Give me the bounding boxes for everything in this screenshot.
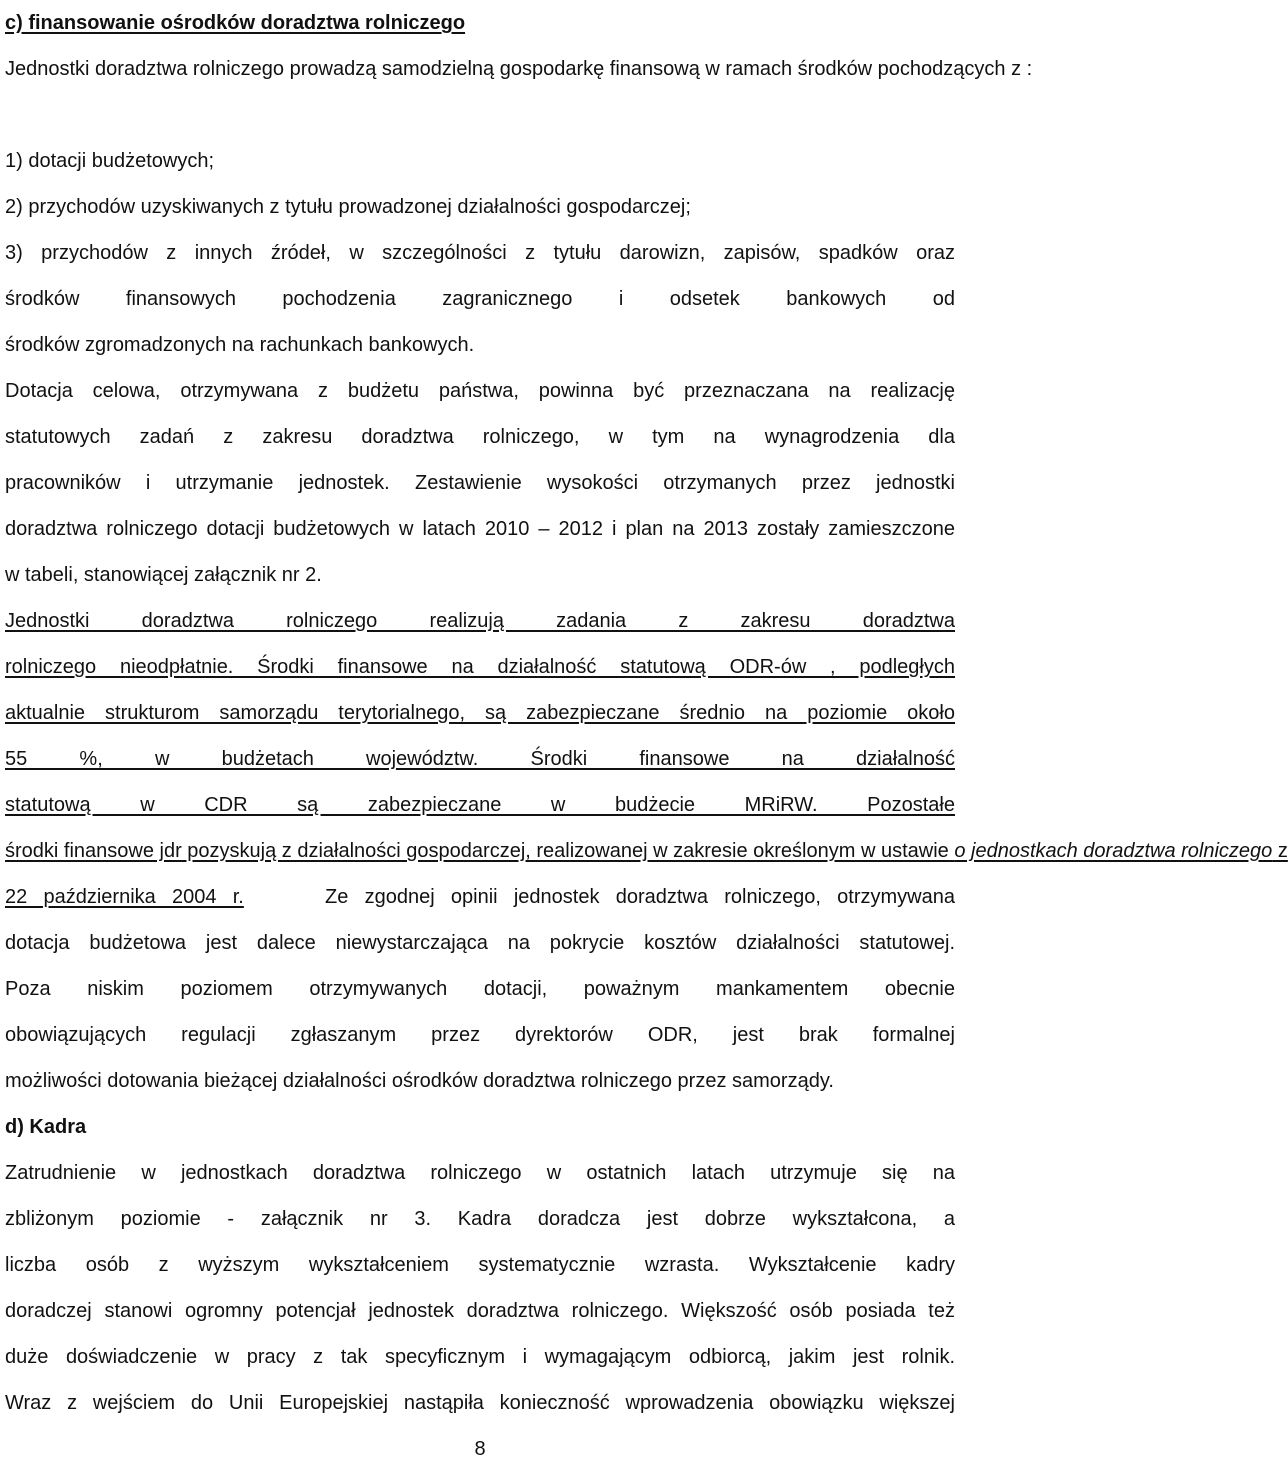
subsidy-line-1 [5,368,955,414]
staff-text: Zatrudnienie w jednostkach doradztwa rolniczego w ostatnich latach utrzymuje się na [5,1162,955,1184]
subsidy-line-2 [5,414,955,460]
list-item-2 [5,184,955,230]
free-text-tail: środki finansowe jdr pozyskują z działalności gospodarczej, realizowanej w zakresie określonym w ustawie [5,840,955,862]
list-item-text: 2) przychodów uzyskiwanych z tytułu prowadzonej działalności gospodarczej; [5,196,691,218]
intro-line-2 [5,92,955,138]
subsidy-text: doradztwa rolniczego dotacji budżetowych w latach 2010 – 2012 i plan na 2013 zostały zamieszczone [5,518,955,540]
staff-line-5 [5,1334,955,1380]
subsidy-line-4 [5,506,955,552]
list-item-3-line-2 [5,276,955,322]
opinion-text: Poza niskim poziomem otrzymywanych dotacji, poważnym mankamentem obecnie [5,978,955,1000]
free-line-3 [5,690,955,736]
free-text: 55 %, w budżetach województw. Środki finansowe na działalność [5,748,955,770]
act-title: o jednostkach doradztwa rolniczego [954,840,1273,862]
page-number: 8 [474,1438,486,1460]
free-line-4 [5,736,955,782]
staff-text: doradczej stanowi ogromny potencjał jednostek doradztwa rolniczego. Większość osób posiada też [5,1300,955,1322]
opinion-line-4 [5,1012,955,1058]
opinion-line-5 [5,1058,955,1104]
intro-text-1: Jednostki doradztwa rolniczego prowadzą samodzielną gospodarkę finansową w ramach środków pochodzących z : [5,58,1033,80]
staff-text: liczba osób z wyższym wykształceniem systematycznie wzrasta. Wykształcenie kadry [5,1254,955,1276]
free-line-2 [5,644,955,690]
opinion-text: dotacja budżetowa jest dalece niewystarczająca na pokrycie kosztów działalności statutowej. [5,932,955,954]
subsidy-line-5 [5,552,955,598]
list-item-text: 3) przychodów z innych źródeł, w szczególności z tytułu darowizn, zapisów, spadków oraz [5,242,955,264]
intro-line-1 [5,46,1033,92]
list-item-3-line-3 [5,322,955,368]
staff-line-4 [5,1288,955,1334]
opinion-text: możliwości dotowania bieżącej działalności ośrodków doradztwa rolniczego przez samorządy. [5,1070,834,1092]
free-line-6 [5,828,1288,874]
subsidy-text: pracowników i utrzymanie jednostek. Zestawienie wysokości otrzymanych przez jednostki [5,472,955,494]
free-line-7 [5,874,955,920]
document-page [5,0,1288,1426]
free-line-1 [5,598,955,644]
subsidy-line-3 [5,460,955,506]
section-heading-staff [5,1104,955,1150]
staff-text: Wraz z wejściem do Unii Europejskiej nastąpiła konieczność wprowadzenia obowiązku większej [5,1392,955,1414]
free-text: rolniczego nieodpłatnie. Środki finansowe na działalność statutową ODR-ów , podległych [5,656,955,678]
free-text: Jednostki doradztwa rolniczego realizują zadania z zakresu doradztwa [5,610,955,632]
act-date-end: 22 października 2004 r. [5,886,244,908]
staff-line-1 [5,1150,955,1196]
opinion-line-2 [5,920,955,966]
staff-line-3 [5,1242,955,1288]
opinion-text: obowiązujących regulacji zgłaszanym przez dyrektorów ODR, jest brak formalnej [5,1024,955,1046]
subsidy-text: Dotacja celowa, otrzymywana z budżetu państwa, powinna być przeznaczana na realizację [5,380,955,402]
list-item-3-line-1 [5,230,955,276]
gap [244,886,325,908]
staff-line-2 [5,1196,955,1242]
heading-text: c) finansowanie ośrodków doradztwa rolniczego [5,12,466,34]
list-item-1 [5,138,955,184]
heading-text: d) Kadra [5,1116,87,1138]
subsidy-text: statutowych zadań z zakresu doradztwa rolniczego, w tym na wynagrodzenia dla [5,426,955,448]
list-item-text: środków finansowych pochodzenia zagranicznego i odsetek bankowych od [5,288,955,310]
subsidy-text: w tabeli, stanowiącej załącznik nr 2. [5,564,322,586]
staff-text: duże doświadczenie w pracy z tak specyficznym i wymagającym odbiorcą, jakim jest rolnik. [5,1346,955,1368]
list-item-text: 1) dotacji budżetowych; [5,150,215,172]
list-item-text: środków zgromadzonych na rachunkach bankowych. [5,334,475,356]
opinion-line-3 [5,966,955,1012]
section-heading-financing [5,0,955,46]
act-date-start: z [1272,840,1288,862]
staff-text: zbliżonym poziomie - załącznik nr 3. Kadra doradcza jest dobrze wykształcona, a [5,1208,955,1230]
staff-line-6 [5,1380,955,1426]
opinion-text: Ze zgodnej opinii jednostek doradztwa rolniczego, otrzymywana [325,886,955,908]
free-line-5 [5,782,955,828]
free-text: aktualnie strukturom samorządu terytorialnego, są zabezpieczane średnio na poziomie około [5,702,955,724]
free-text: statutową w CDR są zabezpieczane w budżecie MRiRW. Pozostałe [5,794,955,816]
